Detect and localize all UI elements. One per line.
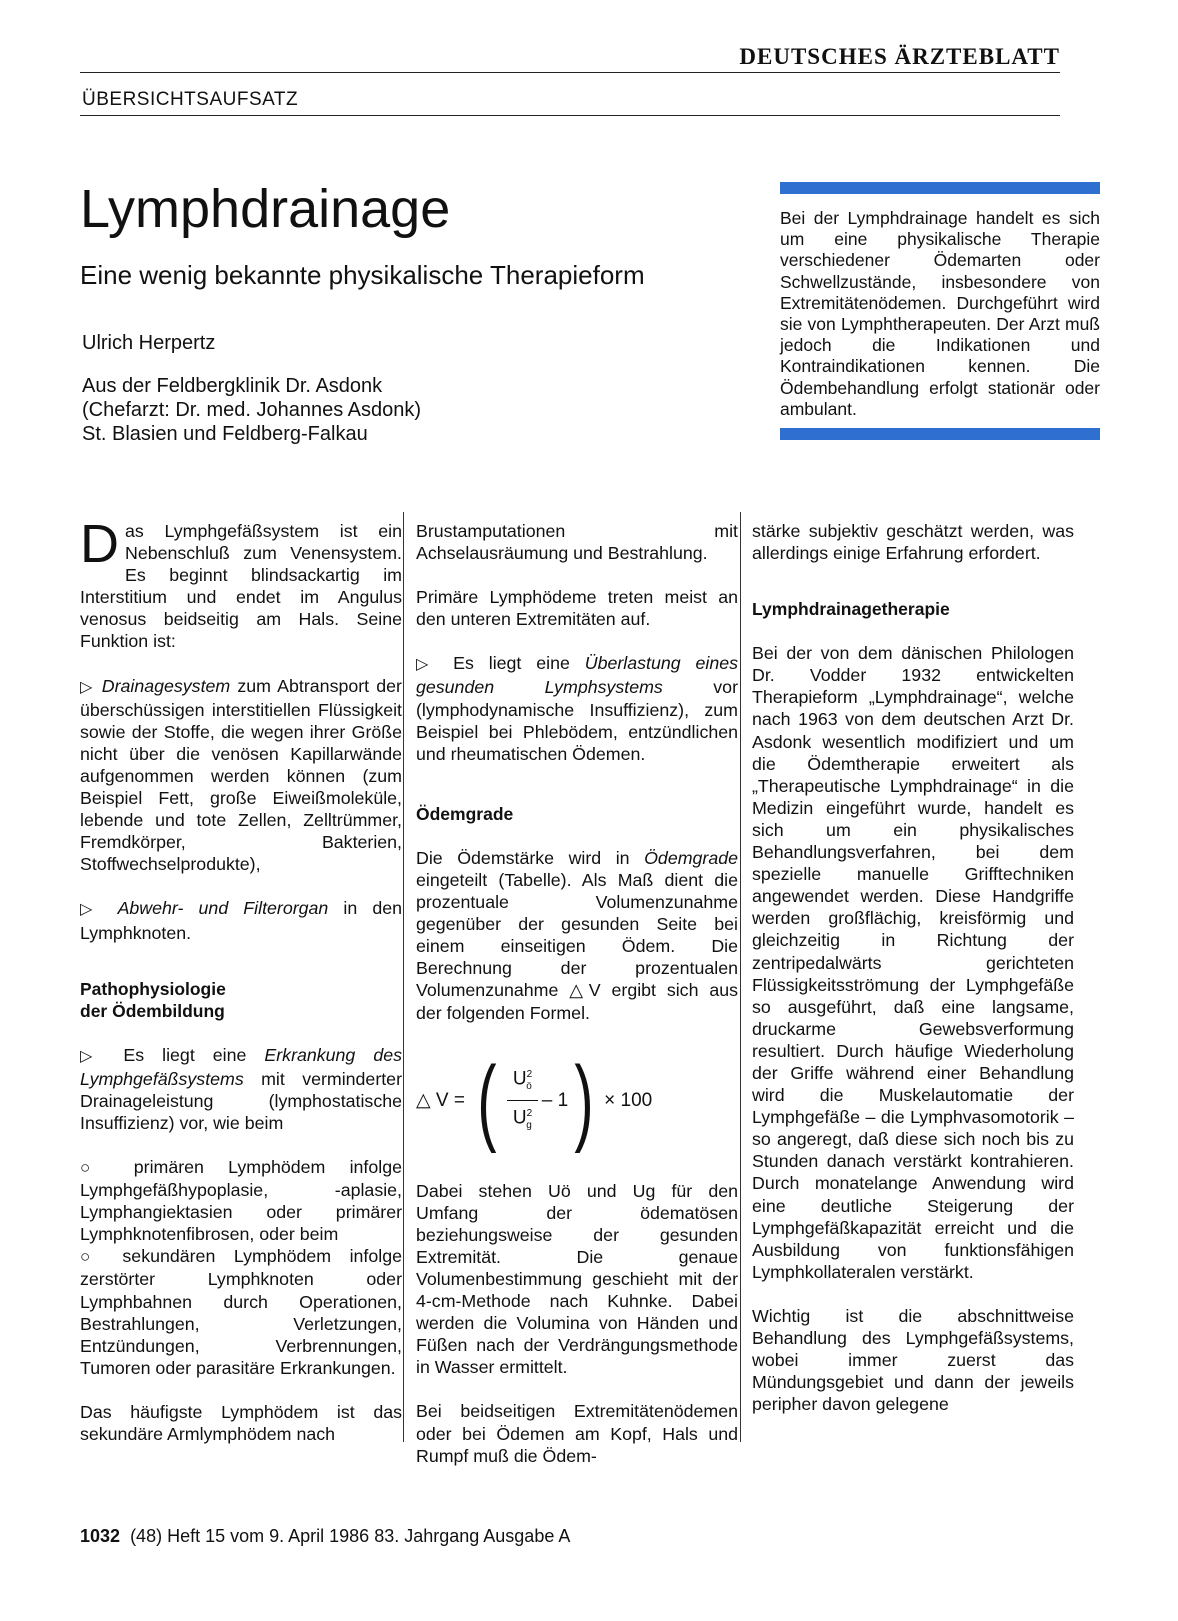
bullet-text: zum Abtransport der überschüssigen interstitiellen Flüssigkeit sowie der Stoffe, die wegen ihrer Größe nicht über die venösen Kapillarwände aufgenommen werden können (zum Beispiel Fett, große Eiweißmoleküle, lebende und tote Zellen, Zelltrümmer, Fremdkörper, Bakterien, Stoffwechselprodukte), bbox=[80, 675, 402, 875]
abstract-top-bar bbox=[780, 182, 1100, 194]
paragraph-text: eingeteilt (Tabelle). Als Maß dient die prozentuale Volumenzunahme gegenüber der gesunden Seite bei einem einseitigen Ödem. Die Berechnung der prozentualen Volumenzunahme △V ergibt sich aus der folgenden Formel. bbox=[416, 869, 738, 1023]
paragraph-primaere-lymphoedeme: Primäre Lymphödeme treten meist an den unteren Extremitäten auf. bbox=[416, 587, 738, 630]
triangle-bullet-icon: ▷ bbox=[80, 901, 103, 919]
article-title: Lymphdrainage bbox=[80, 179, 451, 239]
paragraph-oedemstaerke bbox=[416, 847, 738, 1024]
left-paren: ( bbox=[477, 1046, 497, 1154]
column-divider bbox=[740, 512, 741, 1442]
page-number: 1032 bbox=[80, 1526, 121, 1546]
article-author: Ulrich Herpertz bbox=[82, 332, 216, 354]
intro-text: as Lymphgefäßsystem ist ein Nebenschluß zum Venensystem. Es beginnt blindsackartig im Interstitium und endet im Angulus venosus beidseitig am Hals. Seine Funktion ist: bbox=[80, 521, 402, 652]
paragraph-text: vor (lymphodynamische Insuffizienz), zum Beispiel bei Phlebödem, entzündlichen und rheumatischen Ödemen. bbox=[416, 677, 738, 764]
formula-symbol: U bbox=[512, 1107, 527, 1129]
formula-times: × 100 bbox=[604, 1089, 653, 1111]
paragraph-lymphoedem-types bbox=[80, 1156, 402, 1379]
section-rule bbox=[80, 115, 1060, 116]
paragraph-beidseitig: Bei beidseitigen Extremitätenödemen oder bei Ödemen am Kopf, Hals und Rumpf muß die Ödem- bbox=[416, 1401, 738, 1466]
heading-line: Pathophysiologie bbox=[80, 978, 226, 999]
section-heading-lymphdrainagetherapie: Lymphdrainagetherapie bbox=[752, 599, 950, 620]
paragraph-erkrankung bbox=[80, 1044, 402, 1134]
intro-paragraph bbox=[80, 514, 402, 653]
paragraph-text: Es liegt eine bbox=[438, 653, 585, 674]
circle-bullet-icon: ○ bbox=[80, 1157, 110, 1177]
drop-cap: D bbox=[80, 514, 119, 574]
article-subtitle: Eine wenig bekannte physikalische Therapieform bbox=[80, 260, 645, 290]
paragraph-umfang: Dabei stehen Uö und Ug für den Umfang der ödematösen beziehungsweise der gesunden Extremität. Die genaue Volumenbestimmung geschieht mit der 4-cm-Methode nach Kuhnke. Dabei werden die Volumina von Händen und Füßen nach der Verdrängungsmethode in Wasser ermittelt. bbox=[416, 1180, 738, 1378]
section-label: ÜBERSICHTSAUFSATZ bbox=[82, 89, 299, 110]
emphasis-text: Ödemgrade bbox=[644, 847, 738, 868]
paragraph-text: sekundären Lymphödem infolge zerstörter Lymphknoten oder Lymphbahnen durch Operationen, Bestrahlungen, Verletzungen, Entzündungen, Verbrennungen, Tumoren oder parasitäre Erkrankungen. bbox=[80, 1246, 402, 1378]
section-heading-pathophysiologie bbox=[80, 978, 402, 1022]
emphasis-text: Abwehr- und Filterorgan bbox=[117, 898, 329, 919]
formula-subscript: ö bbox=[526, 1081, 532, 1092]
triangle-bullet-icon: ▷ bbox=[80, 678, 95, 696]
formula-numerator bbox=[507, 1064, 538, 1101]
journal-masthead: DEUTSCHES ÄRZTEBLATT bbox=[739, 44, 1060, 69]
abstract-bottom-bar bbox=[780, 428, 1100, 440]
section-heading-oedemgrade: Ödemgrade bbox=[416, 803, 514, 824]
paragraph-text: Es liegt eine bbox=[105, 1044, 265, 1065]
circle-bullet-icon: ○ bbox=[80, 1247, 104, 1267]
formula-fraction bbox=[507, 1064, 538, 1137]
paragraph-staerke: stärke subjektiv geschätzt werden, was allerdings einige Erfahrung erfordert. bbox=[752, 521, 1074, 564]
formula-exponent: 2 bbox=[526, 1108, 533, 1120]
text-column-3 bbox=[752, 520, 1074, 1437]
paragraph-vodder: Bei der von dem dänischen Philologen Dr. Vodder 1932 entwickelten Therapieform „Lymphdrainage“, welche nach 1963 von dem deutschen Arzt Dr. Asdonk wesentlich modifiziert und um die Ödemtherapie erweitert als „Therapeutische Lymphdrainage“ in die Medizin eingeführt wurde, handelt es sich um ein physikalisches Behandlungsverfahren, bei dem spezielle manuelle Grifftechniken angewendet werden. Diese Handgriffe werden großflächig, kreisförmig und gleichzeitig in Richtung der zentripedalwärts gerichteten Flüssigkeitsströmung der Lymphgefäße so ausgeführt, daß eine langsame, druckarme Gewebsverformung resultiert. Durch häufige Wiederholung der Griffe während einer Behandlung wird die Muskelautomatie der Lymphgefäße – die Lymphvasomotorik – so angeregt, daß diese sich noch bis zu Stunden danach verstärkt kontrahieren. Durch monatelange Anwendung wird eine deutliche Steigerung der Lymphgefäßkapazität erreicht und die Ausbildung von funktionsfähigen Lymphkollateralen verstärkt. bbox=[752, 643, 1074, 1282]
bullet-abwehrorgan bbox=[80, 897, 402, 943]
author-affiliation bbox=[82, 374, 421, 446]
formula-symbol: U bbox=[512, 1068, 527, 1090]
formula-denominator bbox=[507, 1101, 538, 1137]
paragraph-text: Die Ödemstärke wird in bbox=[416, 847, 645, 868]
triangle-bullet-icon: ▷ bbox=[80, 1047, 106, 1065]
formula-exponent: 2 bbox=[526, 1068, 533, 1080]
emphasis-text: Überlastung eines gesunden Lymphsystems bbox=[416, 653, 739, 698]
volume-formula bbox=[416, 1046, 738, 1156]
affiliation-line: Aus der Feldbergklinik Dr. Asdonk bbox=[82, 375, 383, 397]
formula-lhs: △ V = bbox=[416, 1089, 465, 1111]
right-paren: ) bbox=[574, 1046, 594, 1154]
paragraph-brustamputation: Brustamputationen mit Achselausräumung und Bestrahlung. bbox=[416, 521, 738, 564]
column-divider bbox=[403, 512, 404, 1442]
bullet-drainagesystem bbox=[80, 675, 402, 876]
page-footer bbox=[80, 1526, 570, 1547]
paragraph-text: mit verminderter Drainageleistung (lymphostatische Insuffizienz) vor, wie beim bbox=[80, 1068, 402, 1133]
masthead-rule bbox=[80, 72, 1060, 73]
formula-subscript: g bbox=[526, 1120, 532, 1132]
affiliation-line: St. Blasien und Feldberg-Falkau bbox=[82, 423, 368, 445]
triangle-bullet-icon: ▷ bbox=[416, 656, 439, 674]
emphasis-text: Erkrankung des Lymphgefäßsystems bbox=[80, 1044, 402, 1089]
text-column-2 bbox=[416, 520, 738, 1489]
heading-line: der Ödembildung bbox=[80, 1000, 225, 1021]
bullet-text: in den Lymphknoten. bbox=[80, 898, 402, 943]
text-column-1 bbox=[80, 514, 402, 1467]
issue-info: (48) Heft 15 vom 9. April 1986 83. Jahrgang Ausgabe A bbox=[130, 1526, 571, 1546]
paragraph-ueberlastung bbox=[416, 652, 738, 764]
paragraph-abschnittweise: Wichtig ist die abschnittweise Behandlung des Lymphgefäßsystems, wobei immer zuerst das Mündungsgebiet und dann der jeweils peripher davon gelegene bbox=[752, 1305, 1074, 1415]
formula-minus-one: – 1 bbox=[541, 1089, 569, 1111]
abstract-text: Bei der Lymphdrainage handelt es sich um eine physikalische Therapie verschiedener Ödemarten oder Schwellzustände, insbesondere von Extremitätenödemen. Durchgeführt wird sie von Lymphtherapeuten. Der Arzt muß jedoch die Indikationen und Kontraindikationen kennen. Die Ödembehandlung erfolgt stationär oder ambulant. bbox=[780, 208, 1100, 419]
emphasis-text: Drainagesystem bbox=[101, 675, 231, 696]
paragraph-text: primären Lymphödem infolge Lymphgefäßhypoplasie, -aplasie, Lymphangiektasien oder primärer Lymphknotenfibrosen, oder beim bbox=[80, 1156, 402, 1245]
paragraph-armlymphoedem: Das häufigste Lymphödem ist das sekundäre Armlymphödem nach bbox=[80, 1401, 402, 1444]
affiliation-line: (Chefarzt: Dr. med. Johannes Asdonk) bbox=[82, 399, 422, 421]
